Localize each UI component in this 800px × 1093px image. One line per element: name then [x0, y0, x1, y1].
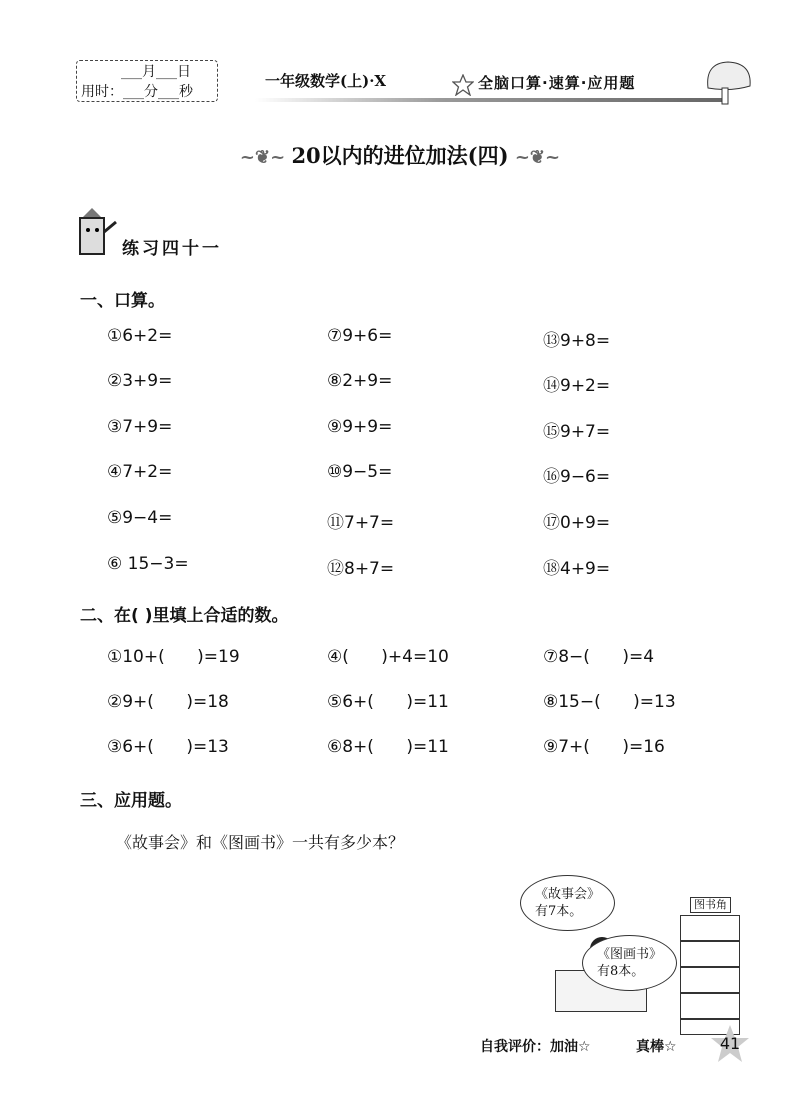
- oral-calc-item: ⑯9−6=: [543, 467, 611, 487]
- oral-calc-item: ⑱4+9=: [543, 559, 611, 579]
- mushroom-icon: [700, 58, 760, 108]
- oral-calc-item: ⑫8+7=: [327, 559, 395, 579]
- date-line: ___月___日: [121, 64, 191, 80]
- oral-calc-item: ⑧2+9=: [327, 371, 393, 391]
- time-line: 用时：___分___秒: [81, 84, 193, 100]
- section1-heading: 一、口算。: [80, 291, 165, 311]
- shelf-label: 图书角: [690, 897, 731, 913]
- speech-bubble-2: [582, 935, 677, 991]
- star-icon: [452, 74, 474, 96]
- oral-calc-item: ⑥ 15−3=: [107, 554, 189, 574]
- fill-blank-item[interactable]: ②9+( )=18: [107, 692, 229, 712]
- fill-blank-item[interactable]: ⑥8+( )=11: [327, 737, 449, 757]
- fill-blank-item[interactable]: ⑦8−( )=4: [543, 647, 655, 667]
- series-title: 全脑口算·速算·应用题: [478, 74, 636, 92]
- fill-blank-item[interactable]: ①10+( )=19: [107, 647, 240, 667]
- oral-calc-item: ②3+9=: [107, 371, 173, 391]
- section2-heading: 二、在( )里填上合适的数。: [80, 606, 289, 626]
- oral-calc-item: ⑭9+2=: [543, 376, 611, 396]
- oral-calc-item: ①6+2=: [107, 326, 173, 346]
- page-number: 41: [719, 1034, 741, 1053]
- speech-bubble-1: [520, 875, 615, 931]
- self-evaluation: 自我评价：加油☆: [480, 1039, 591, 1055]
- fill-blank-item[interactable]: ③6+( )=13: [107, 737, 229, 757]
- ornament-icon: ~❦~: [508, 147, 561, 168]
- header-divider: [255, 98, 725, 102]
- pencil-mascot-icon: [70, 208, 120, 258]
- fill-blank-item[interactable]: ⑤6+( )=11: [327, 692, 449, 712]
- ornament-icon: ~❦~: [239, 147, 292, 168]
- date-time-box: [76, 60, 218, 102]
- bubble-text: 有7本。: [535, 904, 583, 919]
- illustration: [520, 875, 740, 1035]
- oral-calc-item: ⑰0+9=: [543, 513, 611, 533]
- bubble-text: 有8本。: [597, 964, 645, 979]
- book-title: 一年级数学(上)·X: [265, 72, 387, 90]
- oral-calc-item: ⑨9+9=: [327, 417, 393, 437]
- oral-calc-item: ⑦9+6=: [327, 326, 393, 346]
- bubble-text: 《图画书》: [597, 947, 663, 962]
- oral-calc-item: ⑩9−5=: [327, 462, 393, 482]
- page-title: [0, 140, 800, 170]
- title-text: 20以内的进位加法(四): [291, 143, 509, 168]
- oral-calc-item: ④7+2=: [107, 462, 173, 482]
- fill-blank-item[interactable]: ⑨7+( )=16: [543, 737, 665, 757]
- section3-heading: 三、应用题。: [80, 791, 182, 811]
- oral-calc-item: ⑮9+7=: [543, 422, 611, 442]
- fill-blank-item[interactable]: ⑧15−( )=13: [543, 692, 676, 712]
- exercise-title: 练习四十一: [122, 239, 222, 259]
- great-rating: 真棒☆: [636, 1039, 677, 1055]
- bubble-text: 《故事会》: [535, 887, 601, 902]
- bookshelf: [680, 915, 740, 1035]
- oral-calc-item: ③7+9=: [107, 417, 173, 437]
- fill-blank-item[interactable]: ④( )+4=10: [327, 647, 449, 667]
- oral-calc-item: ⑪7+7=: [327, 513, 395, 533]
- oral-calc-item: ⑬9+8=: [543, 331, 611, 351]
- word-problem: 《故事会》和《图画书》一共有多少本？: [116, 833, 405, 852]
- oral-calc-item: ⑤9−4=: [107, 508, 173, 528]
